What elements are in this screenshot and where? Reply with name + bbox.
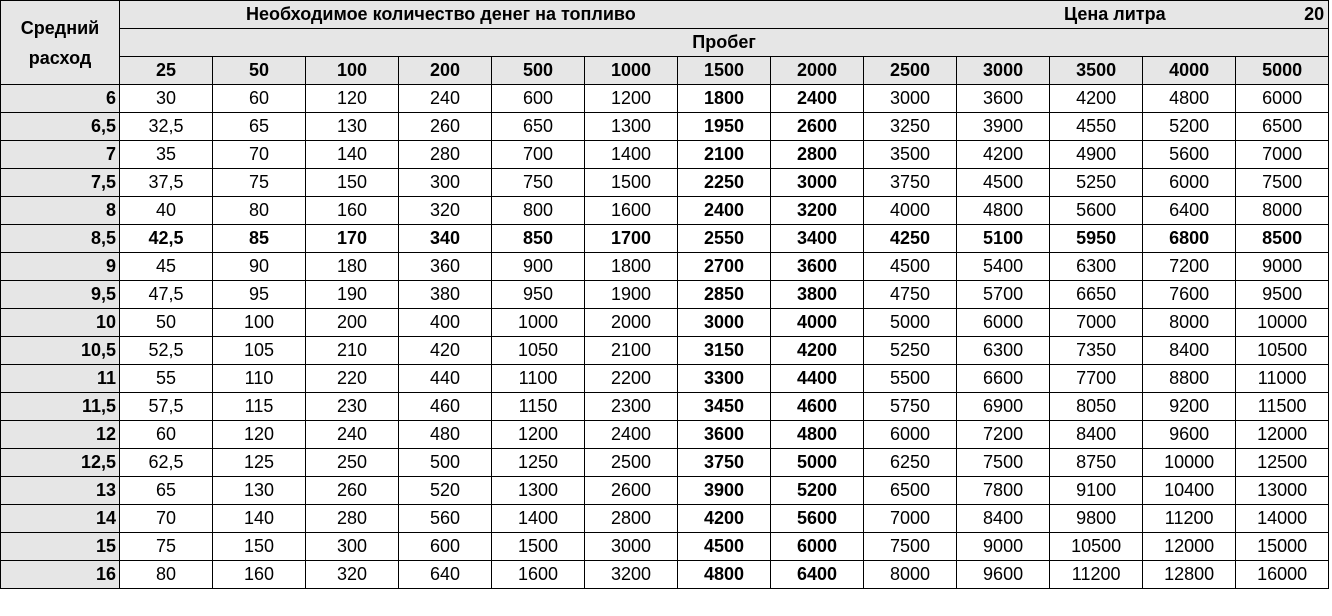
cost-cell[interactable]: 4900 bbox=[1050, 141, 1143, 169]
cost-cell[interactable]: 4200 bbox=[771, 337, 864, 365]
cost-cell[interactable]: 600 bbox=[399, 533, 492, 561]
cost-cell[interactable]: 9200 bbox=[1143, 393, 1236, 421]
cost-cell[interactable]: 65 bbox=[120, 477, 213, 505]
cost-cell[interactable]: 50 bbox=[120, 309, 213, 337]
cost-cell[interactable]: 3400 bbox=[771, 225, 864, 253]
cost-cell[interactable]: 340 bbox=[399, 225, 492, 253]
cost-cell[interactable]: 190 bbox=[306, 281, 399, 309]
cost-cell[interactable]: 3900 bbox=[957, 113, 1050, 141]
mileage-cell[interactable]: 1000 bbox=[585, 57, 678, 85]
consumption-cell[interactable]: 12,5 bbox=[1, 449, 120, 477]
cost-cell[interactable]: 130 bbox=[213, 477, 306, 505]
cost-cell[interactable]: 800 bbox=[492, 197, 585, 225]
cost-cell[interactable]: 11200 bbox=[1143, 505, 1236, 533]
table-title[interactable]: Необходимое количество денег на топливо bbox=[120, 1, 1050, 29]
cost-cell[interactable]: 4500 bbox=[957, 169, 1050, 197]
cost-cell[interactable]: 2100 bbox=[678, 141, 771, 169]
mileage-cell[interactable]: 100 bbox=[306, 57, 399, 85]
cost-cell[interactable]: 80 bbox=[120, 561, 213, 589]
cost-cell[interactable]: 9000 bbox=[957, 533, 1050, 561]
cost-cell[interactable]: 70 bbox=[213, 141, 306, 169]
cost-cell[interactable]: 6400 bbox=[1143, 197, 1236, 225]
consumption-cell[interactable]: 6,5 bbox=[1, 113, 120, 141]
cost-cell[interactable]: 9600 bbox=[957, 561, 1050, 589]
cost-cell[interactable]: 3750 bbox=[678, 449, 771, 477]
cost-cell[interactable]: 75 bbox=[120, 533, 213, 561]
cost-cell[interactable]: 11000 bbox=[1236, 365, 1329, 393]
cost-cell[interactable]: 10400 bbox=[1143, 477, 1236, 505]
cost-cell[interactable]: 5600 bbox=[1143, 141, 1236, 169]
cost-cell[interactable]: 5600 bbox=[771, 505, 864, 533]
table-row bbox=[1, 477, 1329, 505]
cost-cell[interactable]: 6900 bbox=[957, 393, 1050, 421]
cost-cell[interactable]: 600 bbox=[492, 85, 585, 113]
consumption-cell[interactable]: 8 bbox=[1, 197, 120, 225]
cost-cell[interactable]: 7350 bbox=[1050, 337, 1143, 365]
cost-cell[interactable]: 2800 bbox=[585, 505, 678, 533]
cost-cell[interactable]: 160 bbox=[213, 561, 306, 589]
cost-cell[interactable]: 8050 bbox=[1050, 393, 1143, 421]
cost-cell[interactable]: 1600 bbox=[492, 561, 585, 589]
table-row bbox=[1, 113, 1329, 141]
table-row bbox=[1, 253, 1329, 281]
cost-cell[interactable]: 37,5 bbox=[120, 169, 213, 197]
cost-cell[interactable]: 10000 bbox=[1143, 449, 1236, 477]
cost-cell[interactable]: 2000 bbox=[585, 309, 678, 337]
cost-cell[interactable]: 1250 bbox=[492, 449, 585, 477]
cost-cell[interactable]: 4800 bbox=[678, 561, 771, 589]
table-row bbox=[1, 281, 1329, 309]
cost-cell[interactable]: 2200 bbox=[585, 365, 678, 393]
consumption-cell[interactable]: 6 bbox=[1, 85, 120, 113]
cost-cell[interactable]: 4000 bbox=[771, 309, 864, 337]
cost-cell[interactable]: 230 bbox=[306, 393, 399, 421]
cost-cell[interactable]: 4200 bbox=[957, 141, 1050, 169]
mileage-cell[interactable]: 500 bbox=[492, 57, 585, 85]
cost-cell[interactable]: 80 bbox=[213, 197, 306, 225]
cost-cell[interactable]: 2600 bbox=[585, 477, 678, 505]
cost-cell[interactable]: 140 bbox=[306, 141, 399, 169]
cost-cell[interactable]: 6000 bbox=[957, 309, 1050, 337]
cost-cell[interactable]: 12500 bbox=[1236, 449, 1329, 477]
cost-cell[interactable]: 3800 bbox=[771, 281, 864, 309]
cost-cell[interactable]: 5250 bbox=[864, 337, 957, 365]
cost-cell[interactable]: 2400 bbox=[678, 197, 771, 225]
cost-cell[interactable]: 3000 bbox=[864, 85, 957, 113]
cost-cell[interactable]: 105 bbox=[213, 337, 306, 365]
consumption-cell[interactable]: 10 bbox=[1, 309, 120, 337]
cost-cell[interactable]: 6300 bbox=[957, 337, 1050, 365]
cost-cell[interactable]: 3000 bbox=[771, 169, 864, 197]
cost-cell[interactable]: 65 bbox=[213, 113, 306, 141]
consumption-cell[interactable]: 11,5 bbox=[1, 393, 120, 421]
mileage-cell[interactable]: 3500 bbox=[1050, 57, 1143, 85]
cost-cell[interactable]: 8500 bbox=[1236, 225, 1329, 253]
cost-cell[interactable]: 14000 bbox=[1236, 505, 1329, 533]
cost-cell[interactable]: 500 bbox=[399, 449, 492, 477]
cost-cell[interactable]: 1950 bbox=[678, 113, 771, 141]
cost-cell[interactable]: 2700 bbox=[678, 253, 771, 281]
cost-cell[interactable]: 60 bbox=[120, 421, 213, 449]
cost-cell[interactable]: 90 bbox=[213, 253, 306, 281]
cost-cell[interactable]: 40 bbox=[120, 197, 213, 225]
cost-cell[interactable]: 320 bbox=[306, 561, 399, 589]
cost-cell[interactable]: 5000 bbox=[771, 449, 864, 477]
cost-cell[interactable]: 400 bbox=[399, 309, 492, 337]
cost-cell[interactable]: 6300 bbox=[1050, 253, 1143, 281]
cost-cell[interactable]: 2600 bbox=[771, 113, 864, 141]
cost-cell[interactable]: 1900 bbox=[585, 281, 678, 309]
cost-cell[interactable]: 6000 bbox=[1143, 169, 1236, 197]
cost-cell[interactable]: 1050 bbox=[492, 337, 585, 365]
cost-cell[interactable]: 9000 bbox=[1236, 253, 1329, 281]
cost-cell[interactable]: 150 bbox=[213, 533, 306, 561]
consumption-header-line2: расход bbox=[28, 47, 92, 68]
cost-cell[interactable]: 650 bbox=[492, 113, 585, 141]
cost-cell[interactable]: 320 bbox=[399, 197, 492, 225]
mileage-cell[interactable]: 5000 bbox=[1236, 57, 1329, 85]
cost-cell[interactable]: 4200 bbox=[678, 505, 771, 533]
cost-cell[interactable]: 480 bbox=[399, 421, 492, 449]
cost-cell[interactable]: 8000 bbox=[1236, 197, 1329, 225]
cost-cell[interactable]: 6500 bbox=[1236, 113, 1329, 141]
cost-cell[interactable]: 8400 bbox=[1143, 337, 1236, 365]
consumption-cell[interactable]: 16 bbox=[1, 561, 120, 589]
consumption-cell[interactable]: 15 bbox=[1, 533, 120, 561]
cost-cell[interactable]: 260 bbox=[399, 113, 492, 141]
cost-cell[interactable]: 130 bbox=[306, 113, 399, 141]
table-row bbox=[1, 225, 1329, 253]
cost-cell[interactable]: 850 bbox=[492, 225, 585, 253]
cost-cell[interactable]: 5700 bbox=[957, 281, 1050, 309]
cost-cell[interactable]: 32,5 bbox=[120, 113, 213, 141]
title-row bbox=[1, 1, 1329, 29]
cost-cell[interactable]: 7800 bbox=[957, 477, 1050, 505]
cost-cell[interactable]: 8400 bbox=[1050, 421, 1143, 449]
cost-cell[interactable]: 1800 bbox=[585, 253, 678, 281]
table-row bbox=[1, 141, 1329, 169]
cost-cell[interactable]: 750 bbox=[492, 169, 585, 197]
cost-cell[interactable]: 220 bbox=[306, 365, 399, 393]
fuel-price-value[interactable]: 20 bbox=[1236, 1, 1329, 29]
cost-cell[interactable]: 280 bbox=[399, 141, 492, 169]
cost-cell[interactable]: 7700 bbox=[1050, 365, 1143, 393]
cost-cell[interactable]: 3200 bbox=[585, 561, 678, 589]
cost-cell[interactable]: 2500 bbox=[585, 449, 678, 477]
mileage-cell[interactable]: 3000 bbox=[957, 57, 1050, 85]
table-row bbox=[1, 533, 1329, 561]
cost-cell[interactable]: 6000 bbox=[864, 421, 957, 449]
table-row bbox=[1, 169, 1329, 197]
cost-cell[interactable]: 85 bbox=[213, 225, 306, 253]
cost-cell[interactable]: 5600 bbox=[1050, 197, 1143, 225]
cost-cell[interactable]: 140 bbox=[213, 505, 306, 533]
cost-cell[interactable]: 3150 bbox=[678, 337, 771, 365]
cost-cell[interactable]: 1200 bbox=[492, 421, 585, 449]
consumption-cell[interactable]: 9 bbox=[1, 253, 120, 281]
cost-cell[interactable]: 6500 bbox=[864, 477, 957, 505]
cost-cell[interactable]: 120 bbox=[213, 421, 306, 449]
cost-cell[interactable]: 6600 bbox=[957, 365, 1050, 393]
cost-cell[interactable]: 2550 bbox=[678, 225, 771, 253]
cost-cell[interactable]: 100 bbox=[213, 309, 306, 337]
cost-cell[interactable]: 520 bbox=[399, 477, 492, 505]
cost-cell[interactable]: 7600 bbox=[1143, 281, 1236, 309]
cost-cell[interactable]: 280 bbox=[306, 505, 399, 533]
cost-cell[interactable]: 6000 bbox=[1236, 85, 1329, 113]
cost-cell[interactable]: 1300 bbox=[585, 113, 678, 141]
cost-cell[interactable]: 5200 bbox=[771, 477, 864, 505]
cost-cell[interactable]: 7000 bbox=[1236, 141, 1329, 169]
cost-cell[interactable]: 950 bbox=[492, 281, 585, 309]
consumption-cell[interactable]: 10,5 bbox=[1, 337, 120, 365]
cost-cell[interactable]: 900 bbox=[492, 253, 585, 281]
table-row bbox=[1, 85, 1329, 113]
cost-cell[interactable]: 560 bbox=[399, 505, 492, 533]
cost-cell[interactable]: 11200 bbox=[1050, 561, 1143, 589]
cost-cell[interactable]: 2100 bbox=[585, 337, 678, 365]
cost-cell[interactable]: 8000 bbox=[864, 561, 957, 589]
cost-cell[interactable]: 125 bbox=[213, 449, 306, 477]
cost-cell[interactable]: 240 bbox=[399, 85, 492, 113]
cost-cell[interactable]: 1500 bbox=[585, 169, 678, 197]
cost-cell[interactable]: 640 bbox=[399, 561, 492, 589]
cost-cell[interactable]: 13000 bbox=[1236, 477, 1329, 505]
consumption-cell[interactable]: 11 bbox=[1, 365, 120, 393]
table-row bbox=[1, 197, 1329, 225]
cost-cell[interactable]: 3600 bbox=[771, 253, 864, 281]
cost-cell[interactable]: 4000 bbox=[864, 197, 957, 225]
cost-cell[interactable]: 3450 bbox=[678, 393, 771, 421]
cost-cell[interactable]: 8800 bbox=[1143, 365, 1236, 393]
cost-cell[interactable]: 15000 bbox=[1236, 533, 1329, 561]
mileage-header-row bbox=[1, 29, 1329, 57]
cost-cell[interactable]: 160 bbox=[306, 197, 399, 225]
cost-cell[interactable]: 70 bbox=[120, 505, 213, 533]
cost-cell[interactable]: 6000 bbox=[771, 533, 864, 561]
cost-cell[interactable]: 1500 bbox=[492, 533, 585, 561]
cost-cell[interactable]: 12000 bbox=[1236, 421, 1329, 449]
cost-cell[interactable]: 4250 bbox=[864, 225, 957, 253]
cost-cell[interactable]: 35 bbox=[120, 141, 213, 169]
cost-cell[interactable]: 9800 bbox=[1050, 505, 1143, 533]
cost-cell[interactable]: 12000 bbox=[1143, 533, 1236, 561]
cost-cell[interactable]: 10500 bbox=[1050, 533, 1143, 561]
cost-cell[interactable]: 4550 bbox=[1050, 113, 1143, 141]
cost-cell[interactable]: 9500 bbox=[1236, 281, 1329, 309]
cost-cell[interactable]: 6800 bbox=[1143, 225, 1236, 253]
cost-cell[interactable]: 1800 bbox=[678, 85, 771, 113]
cost-cell[interactable]: 180 bbox=[306, 253, 399, 281]
cost-cell[interactable]: 8400 bbox=[957, 505, 1050, 533]
cost-cell[interactable]: 2850 bbox=[678, 281, 771, 309]
table-row bbox=[1, 421, 1329, 449]
cost-cell[interactable]: 3600 bbox=[957, 85, 1050, 113]
cost-cell[interactable]: 110 bbox=[213, 365, 306, 393]
cost-cell[interactable]: 240 bbox=[306, 421, 399, 449]
cost-cell[interactable]: 150 bbox=[306, 169, 399, 197]
cost-cell[interactable]: 4500 bbox=[678, 533, 771, 561]
cost-cell[interactable]: 7500 bbox=[957, 449, 1050, 477]
consumption-cell[interactable]: 14 bbox=[1, 505, 120, 533]
cost-cell[interactable]: 12800 bbox=[1143, 561, 1236, 589]
cost-cell[interactable]: 3000 bbox=[678, 309, 771, 337]
cost-cell[interactable]: 60 bbox=[213, 85, 306, 113]
cost-cell[interactable]: 300 bbox=[306, 533, 399, 561]
cost-cell[interactable]: 30 bbox=[120, 85, 213, 113]
consumption-cell[interactable]: 7 bbox=[1, 141, 120, 169]
cost-cell[interactable]: 7000 bbox=[864, 505, 957, 533]
mileage-values-row bbox=[1, 57, 1329, 85]
consumption-cell[interactable]: 8,5 bbox=[1, 225, 120, 253]
cost-cell[interactable]: 11500 bbox=[1236, 393, 1329, 421]
cost-cell[interactable]: 5500 bbox=[864, 365, 957, 393]
cost-cell[interactable]: 5200 bbox=[1143, 113, 1236, 141]
cost-cell[interactable]: 8750 bbox=[1050, 449, 1143, 477]
cost-cell[interactable]: 5950 bbox=[1050, 225, 1143, 253]
cost-cell[interactable]: 1150 bbox=[492, 393, 585, 421]
cost-cell[interactable]: 700 bbox=[492, 141, 585, 169]
cost-cell[interactable]: 7500 bbox=[864, 533, 957, 561]
cost-cell[interactable]: 7500 bbox=[1236, 169, 1329, 197]
cost-cell[interactable]: 1100 bbox=[492, 365, 585, 393]
cost-cell[interactable]: 57,5 bbox=[120, 393, 213, 421]
cost-cell[interactable]: 75 bbox=[213, 169, 306, 197]
cost-cell[interactable]: 170 bbox=[306, 225, 399, 253]
cost-cell[interactable]: 200 bbox=[306, 309, 399, 337]
table-row bbox=[1, 505, 1329, 533]
cost-cell[interactable]: 9100 bbox=[1050, 477, 1143, 505]
cost-cell[interactable]: 4600 bbox=[771, 393, 864, 421]
consumption-cell[interactable]: 7,5 bbox=[1, 169, 120, 197]
cost-cell[interactable]: 440 bbox=[399, 365, 492, 393]
cost-cell[interactable]: 6250 bbox=[864, 449, 957, 477]
mileage-cell[interactable]: 2000 bbox=[771, 57, 864, 85]
table-row bbox=[1, 365, 1329, 393]
cost-cell[interactable]: 2250 bbox=[678, 169, 771, 197]
cost-cell[interactable]: 95 bbox=[213, 281, 306, 309]
mileage-cell[interactable]: 2500 bbox=[864, 57, 957, 85]
cost-cell[interactable]: 8000 bbox=[1143, 309, 1236, 337]
cost-cell[interactable]: 460 bbox=[399, 393, 492, 421]
cost-cell[interactable]: 2800 bbox=[771, 141, 864, 169]
cost-cell[interactable]: 52,5 bbox=[120, 337, 213, 365]
consumption-header-line1: Средний bbox=[20, 17, 100, 38]
cost-cell[interactable]: 4400 bbox=[771, 365, 864, 393]
cost-cell[interactable]: 300 bbox=[399, 169, 492, 197]
table-row bbox=[1, 393, 1329, 421]
consumption-cell[interactable]: 13 bbox=[1, 477, 120, 505]
cost-cell[interactable]: 1300 bbox=[492, 477, 585, 505]
cost-cell[interactable]: 5250 bbox=[1050, 169, 1143, 197]
cost-cell[interactable]: 3500 bbox=[864, 141, 957, 169]
cost-cell[interactable]: 45 bbox=[120, 253, 213, 281]
cost-cell[interactable]: 120 bbox=[306, 85, 399, 113]
cost-cell[interactable]: 9600 bbox=[1143, 421, 1236, 449]
cost-cell[interactable]: 4800 bbox=[957, 197, 1050, 225]
cost-cell[interactable]: 4800 bbox=[771, 421, 864, 449]
cost-cell[interactable]: 1600 bbox=[585, 197, 678, 225]
cost-cell[interactable]: 380 bbox=[399, 281, 492, 309]
cost-cell[interactable]: 16000 bbox=[1236, 561, 1329, 589]
cost-cell[interactable]: 1000 bbox=[492, 309, 585, 337]
cost-cell[interactable]: 42,5 bbox=[120, 225, 213, 253]
cost-cell[interactable]: 6650 bbox=[1050, 281, 1143, 309]
mileage-cell[interactable]: 25 bbox=[120, 57, 213, 85]
table-row bbox=[1, 337, 1329, 365]
cost-cell[interactable]: 360 bbox=[399, 253, 492, 281]
cost-cell[interactable]: 210 bbox=[306, 337, 399, 365]
cost-cell[interactable]: 420 bbox=[399, 337, 492, 365]
cost-cell[interactable]: 1700 bbox=[585, 225, 678, 253]
mileage-cell[interactable]: 200 bbox=[399, 57, 492, 85]
cost-cell[interactable]: 55 bbox=[120, 365, 213, 393]
mileage-cell[interactable]: 4000 bbox=[1143, 57, 1236, 85]
cost-cell[interactable]: 7000 bbox=[1050, 309, 1143, 337]
cost-cell[interactable]: 250 bbox=[306, 449, 399, 477]
cost-cell[interactable]: 10500 bbox=[1236, 337, 1329, 365]
cost-cell[interactable]: 2300 bbox=[585, 393, 678, 421]
consumption-cell[interactable]: 9,5 bbox=[1, 281, 120, 309]
cost-cell[interactable]: 7200 bbox=[1143, 253, 1236, 281]
cost-cell[interactable]: 4750 bbox=[864, 281, 957, 309]
cost-cell[interactable]: 3750 bbox=[864, 169, 957, 197]
cost-cell[interactable]: 3300 bbox=[678, 365, 771, 393]
cost-cell[interactable]: 4200 bbox=[1050, 85, 1143, 113]
fuel-price-label[interactable]: Цена литра bbox=[1050, 1, 1236, 29]
table-row bbox=[1, 449, 1329, 477]
cost-cell[interactable]: 3900 bbox=[678, 477, 771, 505]
consumption-cell[interactable]: 12 bbox=[1, 421, 120, 449]
cost-cell[interactable]: 10000 bbox=[1236, 309, 1329, 337]
cost-cell[interactable]: 260 bbox=[306, 477, 399, 505]
cost-cell[interactable]: 3200 bbox=[771, 197, 864, 225]
cost-cell[interactable]: 5000 bbox=[864, 309, 957, 337]
cost-cell[interactable]: 3000 bbox=[585, 533, 678, 561]
cost-cell[interactable]: 1400 bbox=[585, 141, 678, 169]
cost-cell[interactable]: 6400 bbox=[771, 561, 864, 589]
cost-cell[interactable]: 3600 bbox=[678, 421, 771, 449]
cost-cell[interactable]: 115 bbox=[213, 393, 306, 421]
cost-cell[interactable]: 5100 bbox=[957, 225, 1050, 253]
cost-cell[interactable]: 62,5 bbox=[120, 449, 213, 477]
mileage-cell[interactable]: 1500 bbox=[678, 57, 771, 85]
cost-cell[interactable]: 5750 bbox=[864, 393, 957, 421]
table-row bbox=[1, 561, 1329, 589]
cost-cell[interactable]: 47,5 bbox=[120, 281, 213, 309]
cost-cell[interactable]: 7200 bbox=[957, 421, 1050, 449]
mileage-cell[interactable]: 50 bbox=[213, 57, 306, 85]
cost-cell[interactable]: 1200 bbox=[585, 85, 678, 113]
cost-cell[interactable]: 4800 bbox=[1143, 85, 1236, 113]
table-row bbox=[1, 309, 1329, 337]
cost-cell[interactable]: 5400 bbox=[957, 253, 1050, 281]
cost-cell[interactable]: 1400 bbox=[492, 505, 585, 533]
cost-cell[interactable]: 3250 bbox=[864, 113, 957, 141]
mileage-header[interactable]: Пробег bbox=[120, 29, 1329, 57]
cost-cell[interactable]: 4500 bbox=[864, 253, 957, 281]
cost-cell[interactable]: 2400 bbox=[771, 85, 864, 113]
cost-cell[interactable]: 2400 bbox=[585, 421, 678, 449]
consumption-header-cell[interactable] bbox=[1, 1, 120, 85]
